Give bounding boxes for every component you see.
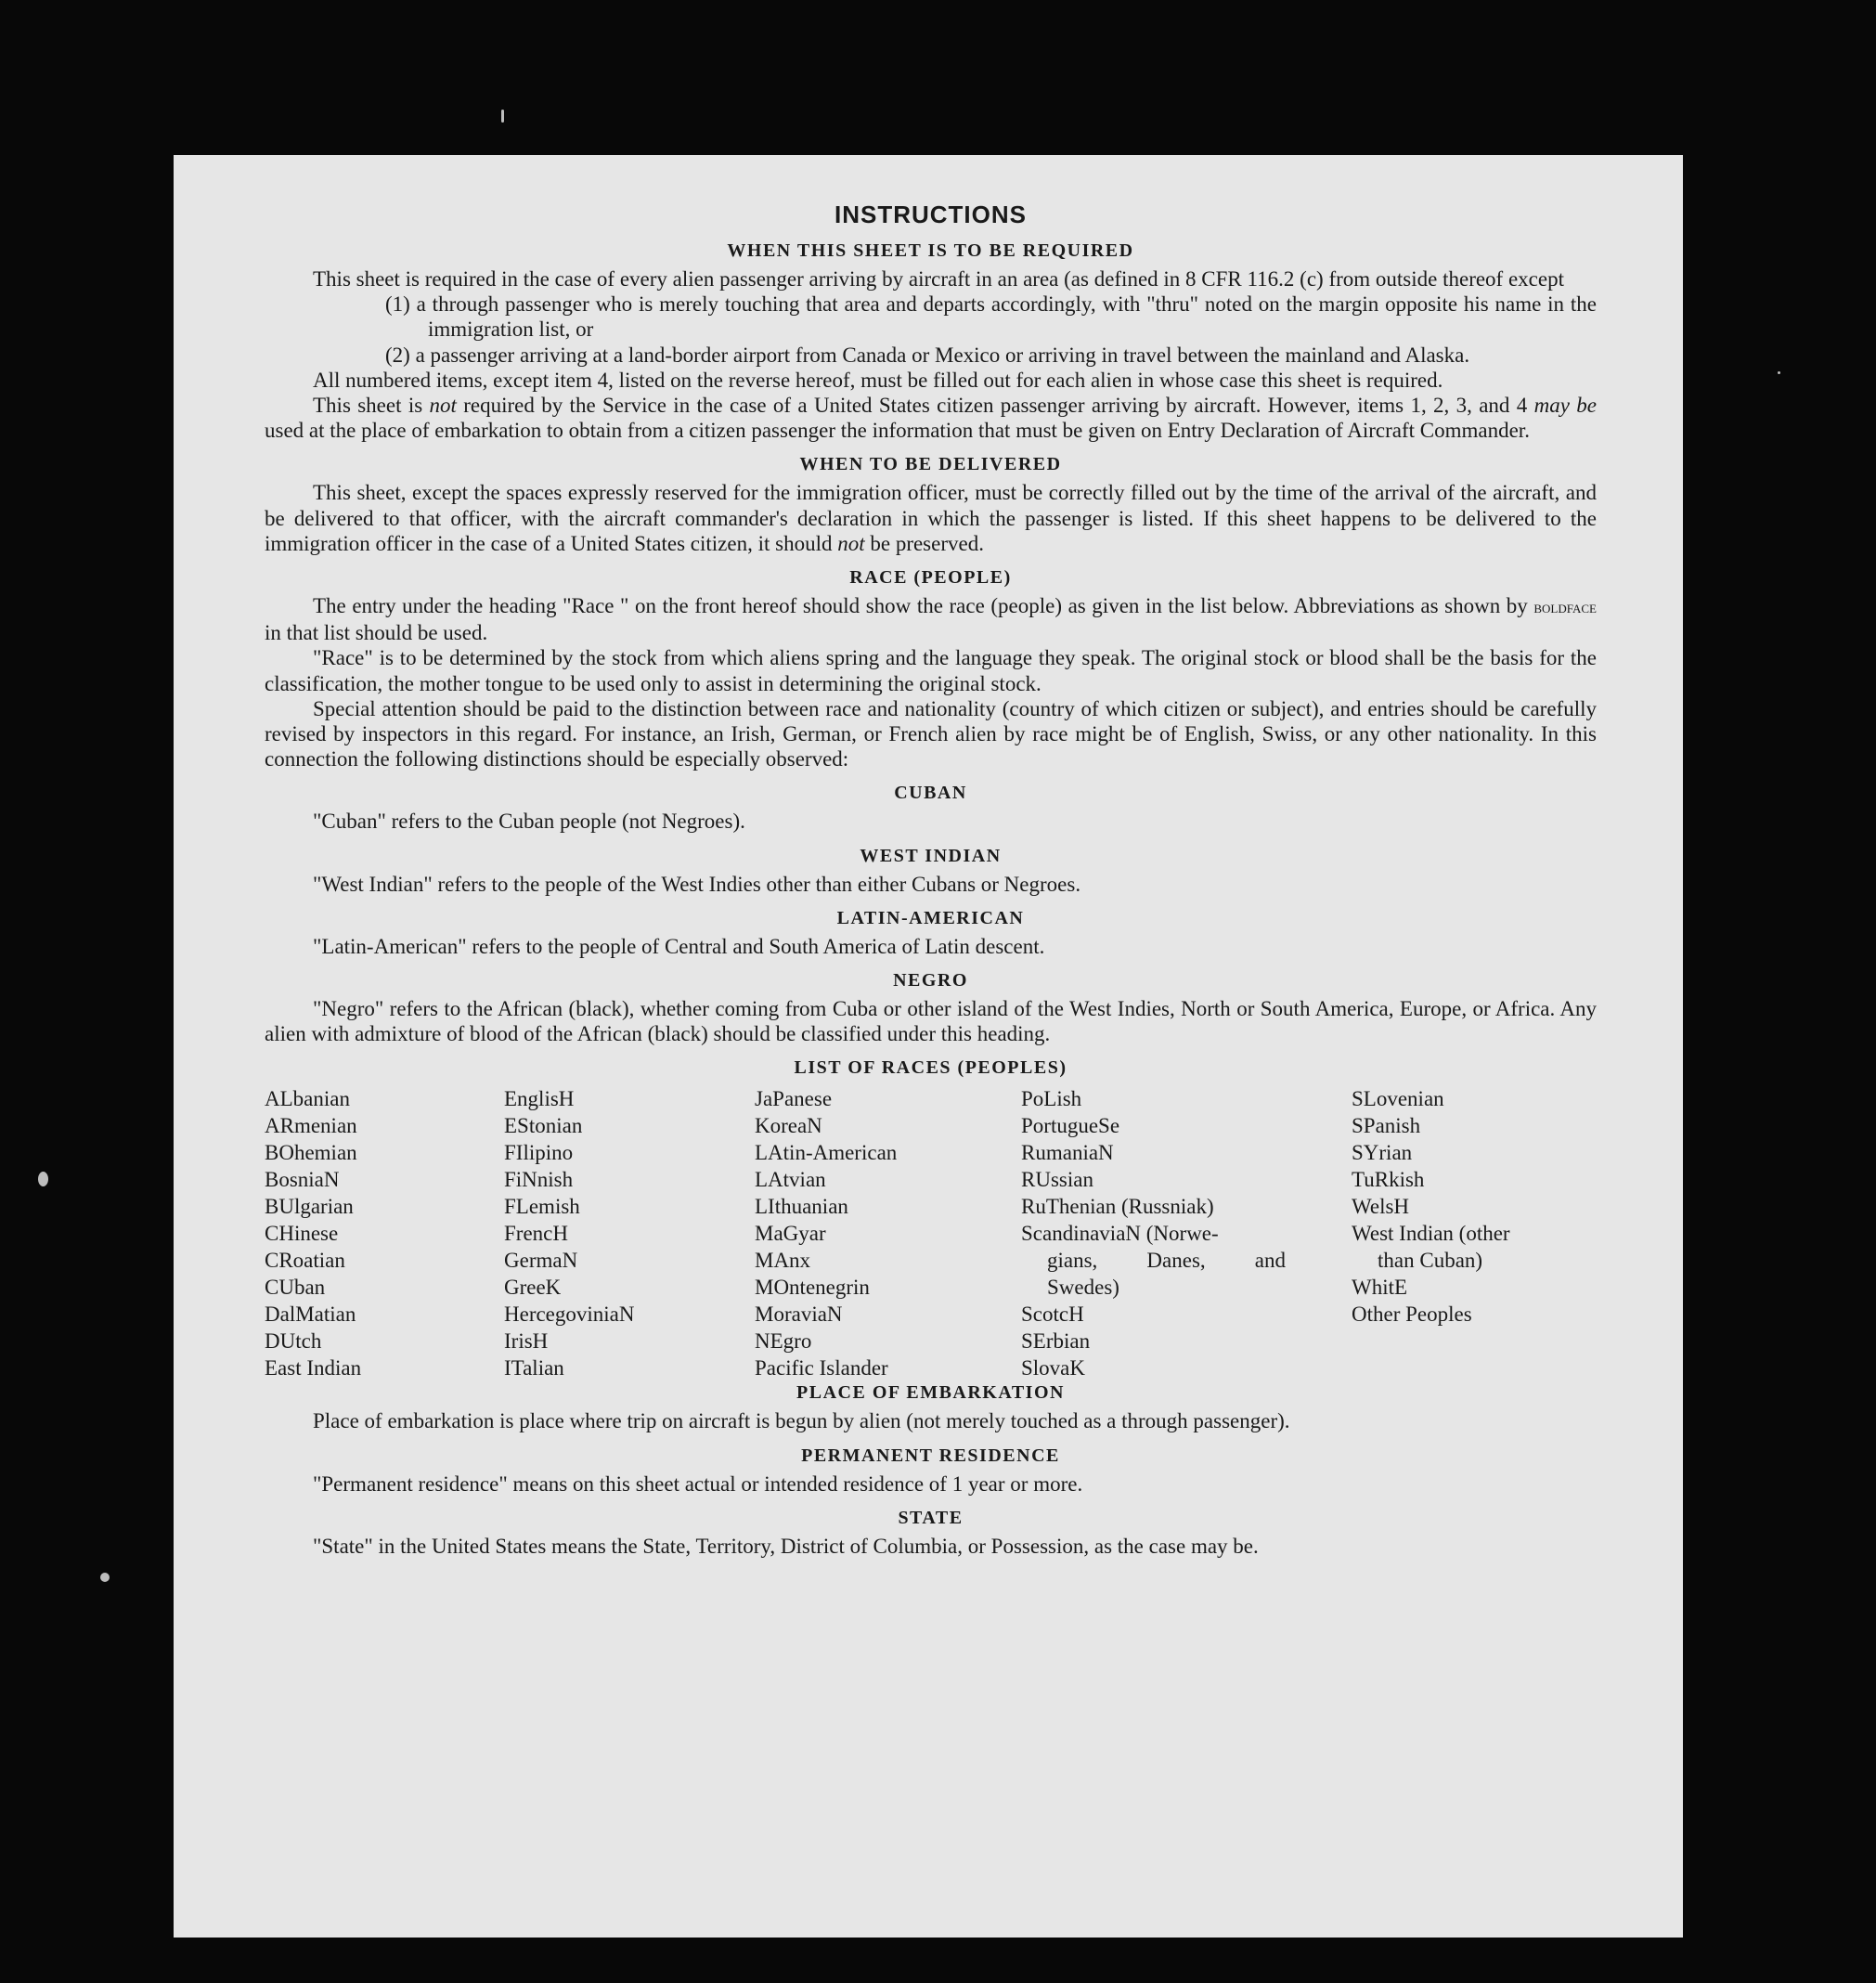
list-item: East Indian bbox=[265, 1356, 362, 1380]
text-run: This sheet, except the spaces expressly reserved for the immigration officer, must be correctly filled out by the time of the arrival of the aircraft, and be delivered to that officer, with the aircraft commander's declaration in which the passenger is listed. If this sheet happens to be delivered to the immigration officer in the case of a United States citizen, it should bbox=[265, 481, 1597, 555]
text-run: required by the Service in the case of a United States citizen passenger arriving by aircraft. However, items 1, 2, 3, and 4 bbox=[456, 394, 1534, 418]
paragraph bbox=[265, 593, 1597, 645]
list-item: FLemish bbox=[504, 1195, 580, 1219]
word: and bbox=[1254, 1249, 1286, 1273]
list-item: BUlgarian bbox=[265, 1195, 354, 1219]
paragraph: "Latin-American" refers to the people of Central and South America of Latin descent. bbox=[313, 934, 1045, 958]
list-item: MOntenegrin bbox=[755, 1276, 870, 1300]
list-item: HercegoviniaN bbox=[504, 1303, 635, 1327]
list-item: ScandinaviaN (Norwe- bbox=[1021, 1222, 1219, 1246]
list-item: PoLish bbox=[1021, 1087, 1082, 1111]
list-item: SErbian bbox=[1021, 1329, 1091, 1354]
heading-race: RACE (PEOPLE) bbox=[849, 567, 1012, 589]
paragraph bbox=[265, 393, 1597, 443]
list-item-continuation: than Cuban) bbox=[1378, 1249, 1483, 1273]
word: gians, bbox=[1047, 1249, 1098, 1273]
paragraph bbox=[265, 480, 1597, 556]
races-column-5 bbox=[1352, 1085, 1510, 1328]
list-item-continuation bbox=[1021, 1247, 1286, 1274]
list-item: DUtch bbox=[265, 1329, 322, 1354]
heading-west-indian: WEST INDIAN bbox=[860, 845, 1002, 866]
instructions-sheet bbox=[174, 155, 1683, 1938]
heading-cuban: CUBAN bbox=[894, 783, 967, 804]
paragraph: This sheet is required in the case of every alien passenger arriving by aircraft in an area (as defined in 8 CFR 116.2 (c) from outside thereof except bbox=[313, 267, 1564, 291]
scan-speck bbox=[38, 1172, 48, 1186]
text-run: in that list should be used. bbox=[265, 621, 488, 645]
races-column-1 bbox=[265, 1085, 361, 1381]
emphasis: may be bbox=[1533, 394, 1597, 418]
list-item: CRoatian bbox=[265, 1249, 345, 1273]
word: Danes, bbox=[1146, 1249, 1206, 1273]
list-item: CHinese bbox=[265, 1222, 339, 1246]
list-item: (1) a through passenger who is merely touching that area and departs accordingly, with "thru" noted on the margin opposite his name in the immigration list, or bbox=[385, 292, 1597, 342]
list-item: MaGyar bbox=[755, 1222, 826, 1246]
list-item: SPanish bbox=[1352, 1114, 1421, 1138]
page-title: INSTRUCTIONS bbox=[834, 201, 1027, 228]
list-item: MAnx bbox=[755, 1249, 811, 1273]
paragraph: "West Indian" refers to the people of the West Indies other than either Cubans or Negroes. bbox=[313, 872, 1081, 896]
list-item: CUban bbox=[265, 1276, 326, 1300]
heading-latin-american: LATIN-AMERICAN bbox=[836, 907, 1025, 928]
races-column-2 bbox=[504, 1085, 635, 1381]
list-item: ARmenian bbox=[265, 1114, 357, 1138]
list-item: GreeK bbox=[504, 1276, 562, 1300]
heading-when-required: WHEN THIS SHEET IS TO BE REQUIRED bbox=[727, 240, 1134, 261]
list-item: LIthuanian bbox=[755, 1195, 848, 1219]
list-item: LAtvian bbox=[755, 1168, 826, 1192]
text-run: The entry under the heading "Race " on the front hereof should show the race (people) as given in the list below. Abbreviations as shown by bbox=[313, 594, 1534, 618]
small-caps-text: boldface bbox=[1533, 598, 1597, 618]
list-item: ALbanian bbox=[265, 1087, 350, 1111]
list-item: MoraviaN bbox=[755, 1303, 843, 1327]
heading-state: STATE bbox=[898, 1507, 964, 1528]
list-item: FiNnish bbox=[504, 1168, 574, 1192]
heading-list-of-races: LIST OF RACES (PEOPLES) bbox=[794, 1057, 1067, 1079]
list-item: Pacific Islander bbox=[755, 1356, 888, 1380]
list-item: RUssian bbox=[1021, 1168, 1093, 1192]
paragraph: All numbered items, except item 4, listed on the reverse hereof, must be filled out for each alien in whose case this sheet is required. bbox=[313, 368, 1443, 392]
list-item: EStonian bbox=[504, 1114, 583, 1138]
list-item: FrencH bbox=[504, 1222, 568, 1246]
list-item: PortugueSe bbox=[1021, 1114, 1120, 1138]
list-item: JaPanese bbox=[755, 1087, 833, 1111]
list-item: NEgro bbox=[755, 1329, 812, 1354]
list-item: DalMatian bbox=[265, 1303, 356, 1327]
text-run: be preserved. bbox=[864, 531, 984, 555]
list-item: SlovaK bbox=[1021, 1356, 1085, 1380]
paragraph: "Permanent residence" means on this sheet actual or intended residence of 1 year or more. bbox=[313, 1471, 1083, 1496]
paragraph: "Cuban" refers to the Cuban people (not Negroes). bbox=[313, 810, 745, 834]
emphasis: not bbox=[837, 531, 865, 555]
list-item: KoreaN bbox=[755, 1114, 822, 1138]
scan-speck bbox=[501, 110, 504, 123]
scan-speck bbox=[1778, 371, 1780, 374]
list-item-continuation: Swedes) bbox=[1047, 1276, 1119, 1300]
list-item: FIlipino bbox=[504, 1141, 574, 1165]
list-item: RuThenian (Russniak) bbox=[1021, 1195, 1214, 1219]
list-item: WhitE bbox=[1352, 1276, 1408, 1300]
paragraph: "Negro" refers to the African (black), whether coming from Cuba or other island of the West Indies, North or South America, Europe, or Africa. Any alien with admixture of blood of the African (black) should be classified under this heading. bbox=[265, 997, 1597, 1046]
paragraph: Special attention should be paid to the distinction between race and nationality (country of which citizen or subject), and entries should be carefully revised by inspectors in this regard. For instance, an Irish, German, or French alien by race might be of English, Swiss, or any other nationality. In this connection the following distinctions should be especially observed: bbox=[265, 696, 1597, 771]
scan-speck bbox=[100, 1573, 110, 1582]
list-item: EnglisH bbox=[504, 1087, 575, 1111]
paragraph: "Race" is to be determined by the stock from which aliens spring and the language they speak. The original stock or blood shall be the basis for the classification, the mother tongue to be used only to assist in determining the original stock. bbox=[265, 646, 1597, 695]
races-column-3 bbox=[755, 1085, 897, 1381]
list-item: ScotcH bbox=[1021, 1303, 1084, 1327]
list-item: BosniaN bbox=[265, 1168, 340, 1192]
heading-when-delivered: WHEN TO BE DELIVERED bbox=[799, 454, 1062, 475]
list-item: BOhemian bbox=[265, 1141, 357, 1165]
list-item: SLovenian bbox=[1352, 1087, 1444, 1111]
text-run: This sheet is bbox=[313, 394, 430, 418]
paragraph: Place of embarkation is place where trip on aircraft is begun by alien (not merely touched as a through passenger). bbox=[313, 1409, 1290, 1433]
list-item: RumaniaN bbox=[1021, 1141, 1114, 1165]
list-item: (2) a passenger arriving at a land-border airport from Canada or Mexico or arriving in travel between the mainland and Alaska. bbox=[385, 343, 1470, 367]
list-item: IrisH bbox=[504, 1329, 549, 1354]
list-item: GermaN bbox=[504, 1249, 578, 1273]
list-item: West Indian (other bbox=[1352, 1222, 1510, 1246]
emphasis: not bbox=[429, 394, 457, 418]
text-run: used at the place of embarkation to obtain from a citizen passenger the information that must be given on Entry Declaration of Aircraft Commander. bbox=[265, 419, 1530, 443]
heading-permanent-residence: PERMANENT RESIDENCE bbox=[801, 1445, 1060, 1466]
list-item: ITalian bbox=[504, 1356, 564, 1380]
races-list bbox=[265, 1085, 1597, 1380]
list-item: TuRkish bbox=[1352, 1168, 1425, 1192]
paragraph: "State" in the United States means the State, Territory, District of Columbia, or Possession, as the case may be. bbox=[313, 1534, 1259, 1558]
heading-negro: NEGRO bbox=[893, 970, 968, 992]
list-item: SYrian bbox=[1352, 1141, 1413, 1165]
races-column-4 bbox=[1021, 1085, 1286, 1381]
list-item: WelsH bbox=[1352, 1195, 1410, 1219]
heading-place-of-embarkation: PLACE OF EMBARKATION bbox=[796, 1382, 1065, 1404]
list-item: Other Peoples bbox=[1352, 1303, 1472, 1327]
list-item: LAtin-American bbox=[755, 1141, 898, 1165]
